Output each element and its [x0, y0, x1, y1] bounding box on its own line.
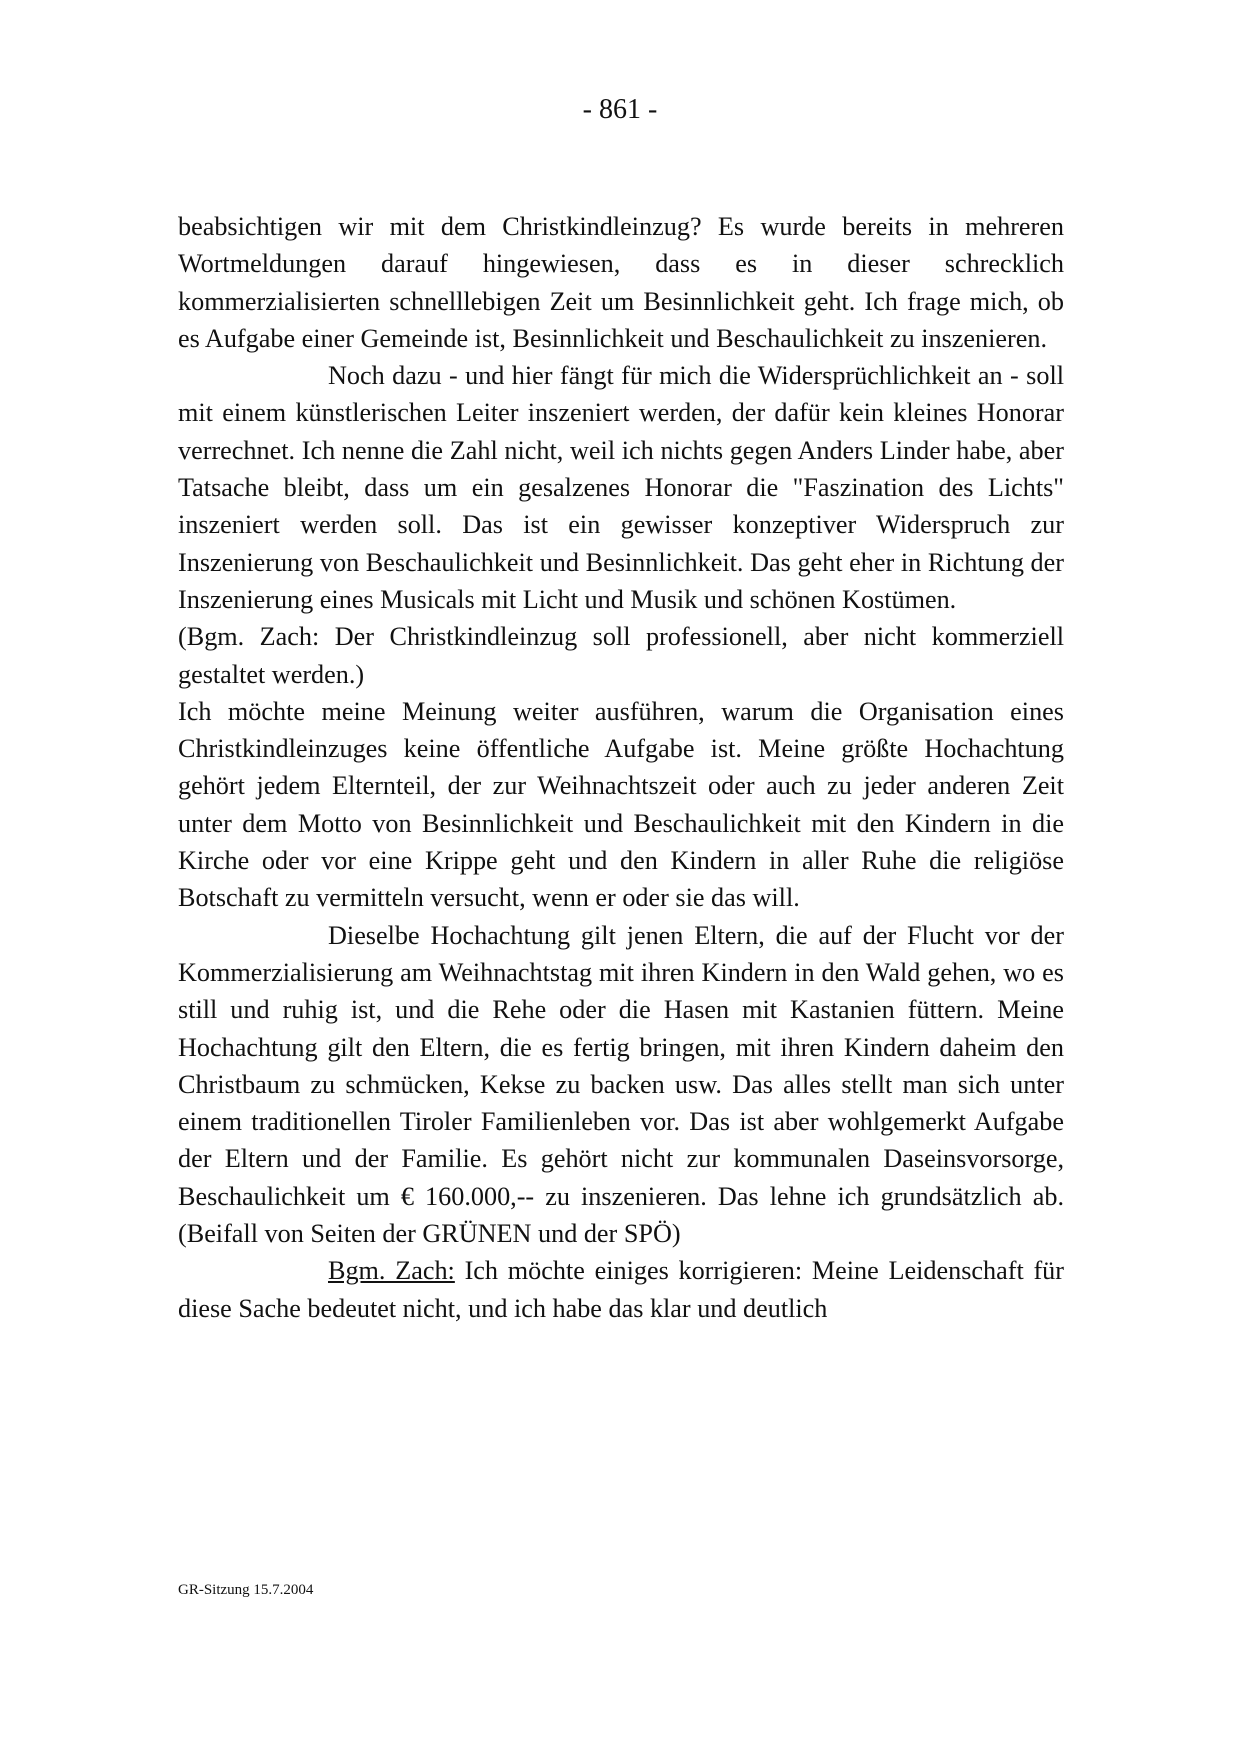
speaker-paragraph: [178, 1252, 1064, 1327]
paragraph-1: beabsichtigen wir mit dem Christkindleinzug? Es wurde bereits in mehreren Wortmeldungen darauf hingewiesen, dass es in dieser schrecklich kommerzialisierten schnelllebigen Zeit um Besinnlichkeit geht. Ich frage mich, ob es Aufgabe einer Gemeinde ist, Besinnlichkeit und Beschaulichkeit zu inszenieren.: [178, 212, 1064, 353]
footer: GR-Sitzung 15.7.2004: [178, 1582, 314, 1598]
speaker-name: Bgm. Zach:: [328, 1256, 455, 1286]
paragraph-4: Dieselbe Hochachtung gilt jenen Eltern, die auf der Flucht vor der Kommerzialisierung am Weihnachtstag mit ihren Kindern in den Wald gehen, wo es still und ruhig ist, und die Rehe oder die Hasen mit Kastanien füttern. Meine Hochachtung gilt den Eltern, die es fertig bringen, mit ihren Kindern daheim den Christbaum zu schmücken, Kekse zu backen usw. Das alles stellt man sich unter einem traditionellen Tiroler Familienleben vor. Das ist aber wohlgemerkt Aufgabe der Eltern und der Familie. Es gehört nicht zur kommunalen Daseinsvorsorge, Beschaulichkeit um € 160.000,-- zu inszenieren. Das lehne ich grundsätzlich ab. (Beifall von Seiten der GRÜNEN und der SPÖ): [178, 920, 1064, 1249]
paragraph-2: Noch dazu - und hier fängt für mich die Widersprüchlichkeit an - soll mit einem künstlerischen Leiter inszeniert werden, der dafür kein kleines Honorar verrechnet. Ich nenne die Zahl nicht, weil ich nichts gegen Anders Linder habe, aber Tatsache bleibt, dass um ein gesalzenes Honorar die "Faszination des Lichts" inszeniert werden soll. Das ist ein gewisser konzeptiver Widerspruch zur Inszenierung von Beschaulichkeit und Besinnlichkeit. Das geht eher in Richtung der Inszenierung eines Musicals mit Licht und Musik und schönen Kostümen.: [178, 361, 1064, 614]
interjection: (Bgm. Zach: Der Christkindleinzug soll professionell, aber nicht kommerziell gestaltet werden.): [178, 622, 1064, 689]
speaker-text: Ich möchte einiges korrigieren: Meine Leidenschaft für diese Sache bedeutet nicht, und ich habe das klar und deutlich: [178, 1256, 1064, 1323]
document-body: [178, 208, 1064, 1327]
paragraph-3: Ich möchte meine Meinung weiter ausführen, warum die Organisation eines Christkindleinzuges keine öffentliche Aufgabe ist. Meine größte Hochachtung gehört jedem Elternteil, der zur Weihnachtszeit oder auch zu jeder anderen Zeit unter dem Motto von Besinnlichkeit und Beschaulichkeit mit den Kindern in die Kirche oder vor eine Krippe geht und den Kindern in aller Ruhe die religiöse Botschaft zu vermitteln versucht, wenn er oder sie das will.: [178, 696, 1064, 913]
page-number: - 861 -: [582, 94, 658, 125]
